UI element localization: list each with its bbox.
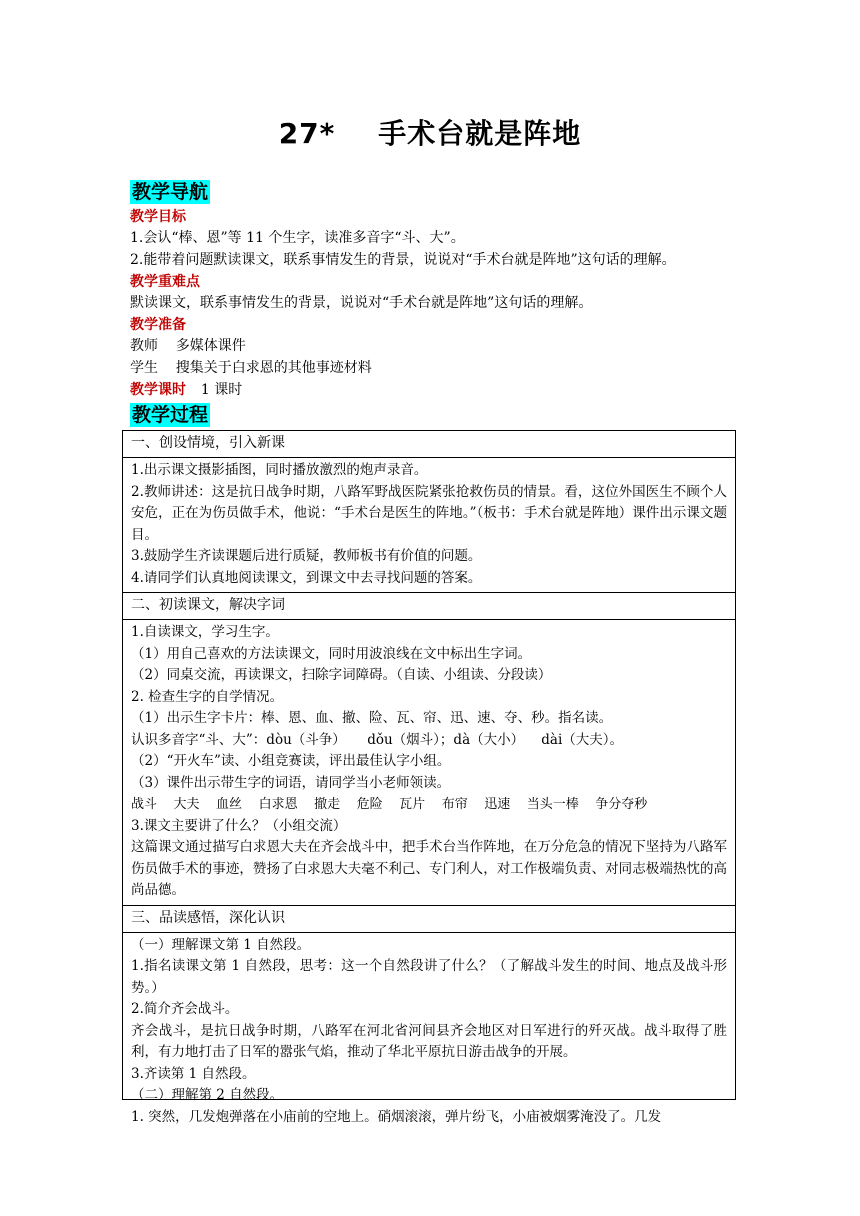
hours-label: 教学课时 xyxy=(130,382,186,398)
section-2-line: （2）“开火车”读、小组竞赛读，评出最佳认字小组。 xyxy=(131,753,451,769)
prep-teacher: 教师 多媒体课件 xyxy=(130,338,246,354)
process-table xyxy=(122,430,736,1125)
section-3-line: （一）理解课文第 1 自然段。 xyxy=(131,936,311,953)
section-1-line: 2.教师讲述：这是抗日战争时期，八路军野战医院紧张抢救伤员的情景。看，这位外国医生不顾个人安危，正在为伤员做手术，他说：“手术台是医生的阵地。”（板书：手术台就是阵地）课件出示课文题目。 xyxy=(131,483,727,543)
process-heading: 教学过程 xyxy=(132,404,209,426)
table-row xyxy=(123,431,735,458)
section-1-heading: 一、创设情境，引入新课 xyxy=(131,435,285,451)
section-2-line: 这篇课文通过描写白求恩大夫在齐会战斗中，把手术台当作阵地，在万分危急的情况下坚持为八路军伤员做手术的事迹，赞扬了白求恩大夫毫不利己、专门利人，对工作极端负责、对同志极端热忱的高尚品德。 xyxy=(131,839,727,898)
section-2-line: （2）同桌交流，再读课文，扫除字词障碍。（自读、小组读、分段读） xyxy=(131,667,552,683)
key-points-text: 默读课文，联系事情发生的背景，说说对“手术台就是阵地”这句话的理解。 xyxy=(130,295,593,311)
goals-heading: 教学目标 xyxy=(130,209,186,225)
section-1-line: 1.出示课文摄影插图，同时播放激烈的炮声录音。 xyxy=(131,462,428,478)
goal-line: 2.能带着问题默读课文，联系事情发生的背景，说说对“手术台就是阵地”这句话的理解。 xyxy=(130,252,676,268)
section-2-line: （1）出示生字卡片：棒、恩、血、撤、险、瓦、帘、迅、速、夺、秒。指名读。 xyxy=(131,710,613,726)
section-3-heading: 三、品读感悟，深化认识 xyxy=(131,909,285,926)
hours-heading xyxy=(130,380,242,400)
section-2-line: （3）课件出示带生字的词语，请同学当小老师领读。 xyxy=(131,774,451,791)
section-1-line: 4.请同学们认真地阅读课文，到课文中去寻找问题的答案。 xyxy=(131,569,482,586)
section-2-line: 2. 检查生字的自学情况。 xyxy=(131,688,284,705)
teaching-nav-heading: 教学导航 xyxy=(132,181,209,203)
section-2-heading: 二、初读课文，解决字词 xyxy=(131,597,285,613)
section-3-line: 1.指名读课文第 1 自然段，思考：这一个自然段讲了什么？（了解战斗发生的时间、地点及战斗形势。） xyxy=(131,958,727,996)
table-row xyxy=(123,593,735,620)
table-row xyxy=(123,933,735,1132)
table-row xyxy=(123,906,735,933)
section-2-line: 1.自读课文，学习生字。 xyxy=(131,624,279,640)
section-3-line: （二）理解第 2 自然段。 xyxy=(131,1087,284,1103)
prep-heading: 教学准备 xyxy=(130,317,186,333)
lesson-title: 27* 手术台就是阵地 xyxy=(278,117,582,150)
section-3-line: 2.简介齐会战斗。 xyxy=(131,1001,239,1017)
prep-student: 学生 搜集关于白求恩的其他事迹材料 xyxy=(130,360,372,376)
hours-value: 1 课时 xyxy=(200,382,243,398)
table-row xyxy=(123,620,735,906)
section-2-line: 3.课文主要讲了什么？（小组交流） xyxy=(131,817,347,834)
table-row xyxy=(123,458,735,593)
section-2-line: 认识多音字“斗、大”：dòu（斗争） dǒu（烟斗）；dà（大小） dài（大夫）。 xyxy=(131,731,624,748)
section-3-line: 1. 突然，几发炮弹落在小庙前的空地上。硝烟滚滚，弹片纷飞，小庙被烟雾淹没了。几发 xyxy=(131,1108,662,1125)
key-points-heading: 教学重难点 xyxy=(130,274,200,290)
goal-line: 1.会认“棒、恩”等 11 个生字，读准多音字“斗、大”。 xyxy=(130,230,465,246)
section-3-line: 齐会战斗，是抗日战争时期，八路军在河北省河间县齐会地区对日军进行的歼灭战。战斗取得了胜利，有力地打击了日军的嚣张气焰，推动了华北平原抗日游击战争的开展。 xyxy=(131,1022,727,1060)
vocab-words-line: 战斗 大夫 血丝 白求恩 撤走 危险 瓦片 布帘 迅速 当头一棒 争分夺秒 xyxy=(131,797,648,812)
section-1-line: 3.鼓励学生齐读课题后进行质疑，教师板书有价值的问题。 xyxy=(131,548,482,564)
section-2-line: （1）用自己喜欢的方法读课文，同时用波浪线在文中标出生字词。 xyxy=(131,645,532,662)
section-3-line: 3.齐读第 1 自然段。 xyxy=(131,1065,256,1082)
